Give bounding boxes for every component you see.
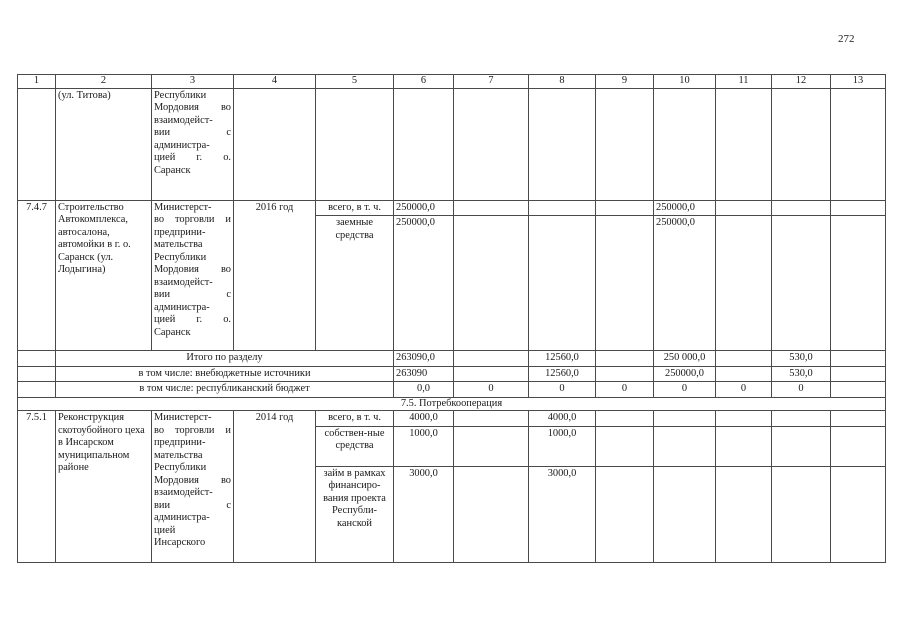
total-col9 (596, 351, 654, 367)
header-cell: 7 (454, 75, 529, 89)
header-cell: 10 (654, 75, 716, 89)
total-col7 (454, 351, 529, 367)
row-executor: Министерст- во торговли и предприни- мательства Республики Мордовия во взаимодейст- вии с администра- цией Инсарского (152, 411, 234, 563)
total-row (18, 382, 886, 398)
section-title: 7.5. Потребкооперация (18, 397, 886, 411)
header-cell: 11 (716, 75, 772, 89)
source-total: всего, в т. ч. (316, 411, 394, 427)
cell-col8: 4000,0 (529, 411, 596, 427)
header-row (18, 75, 886, 89)
total-col12: 530,0 (772, 366, 831, 382)
cell-col10: 250000,0 (654, 200, 716, 216)
page-number: 272 (838, 33, 855, 45)
total-row (18, 351, 886, 367)
total-col11 (716, 366, 772, 382)
total-col10: 0 (654, 382, 716, 398)
table-row (18, 200, 886, 216)
total-col8: 0 (529, 382, 596, 398)
cell-col6: 250000,0 (394, 216, 454, 351)
total-col7: 0 (454, 382, 529, 398)
row-executor: Республики Мордовия во взаимодейст- вии с администра- цией г. о. Саранск (152, 88, 234, 200)
total-col10: 250 000,0 (654, 351, 716, 367)
row-name: Реконструкция скотоубойного цеха в Инсарском муниципальном районе (56, 411, 152, 563)
cell-col6: 250000,0 (394, 200, 454, 216)
total-col9 (596, 366, 654, 382)
source-borrowed: заемные средства (316, 216, 394, 351)
total-col9: 0 (596, 382, 654, 398)
row-year: 2014 год (234, 411, 316, 563)
cell-col8: 1000,0 (529, 426, 596, 466)
header-cell: 1 (18, 75, 56, 89)
header-cell: 12 (772, 75, 831, 89)
row-number: 7.5.1 (18, 411, 56, 563)
cell-col8: 3000,0 (529, 466, 596, 562)
table-row (18, 411, 886, 427)
total-col10: 250000,0 (654, 366, 716, 382)
total-col7 (454, 366, 529, 382)
total-label: в том числе: республиканский бюджет (56, 382, 394, 398)
header-cell: 4 (234, 75, 316, 89)
source-loan: займ в рамках финансиро-вания проекта Республи-канской (316, 466, 394, 562)
total-col12: 530,0 (772, 351, 831, 367)
header-cell: 3 (152, 75, 234, 89)
source-total: всего, в т. ч. (316, 200, 394, 216)
row-year: 2016 год (234, 200, 316, 351)
header-cell: 6 (394, 75, 454, 89)
header-cell: 5 (316, 75, 394, 89)
total-col12: 0 (772, 382, 831, 398)
row-executor: Министерст- во торговли и предприни- мательства Республики Мордовия во взаимодейст- вии с администра- цией г. о. Саранск (152, 200, 234, 351)
source-own: собствен-ные средства (316, 426, 394, 466)
total-col8: 12560,0 (529, 366, 596, 382)
header-cell: 2 (56, 75, 152, 89)
section-row (18, 397, 886, 411)
table-row (18, 88, 886, 200)
total-col11: 0 (716, 382, 772, 398)
cell-col6: 4000,0 (394, 411, 454, 427)
total-col11 (716, 351, 772, 367)
header-cell: 13 (831, 75, 886, 89)
total-col8: 12560,0 (529, 351, 596, 367)
total-col6: 263090,0 (394, 351, 454, 367)
total-col6: 0,0 (394, 382, 454, 398)
row-number: 7.4.7 (18, 200, 56, 351)
cell-col10: 250000,0 (654, 216, 716, 351)
program-table (17, 74, 886, 563)
row-name: (ул. Титова) (56, 88, 152, 200)
header-cell: 9 (596, 75, 654, 89)
total-label: в том числе: внебюджетные источники (56, 366, 394, 382)
row-name: Строительство Автокомплекса, автосалона, автомойки в г. о. Саранск (ул. Лодыгина) (56, 200, 152, 351)
total-label: Итого по разделу (56, 351, 394, 367)
total-row (18, 366, 886, 382)
total-col6: 263090 (394, 366, 454, 382)
header-cell: 8 (529, 75, 596, 89)
cell-col6: 3000,0 (394, 466, 454, 562)
cell-col6: 1000,0 (394, 426, 454, 466)
